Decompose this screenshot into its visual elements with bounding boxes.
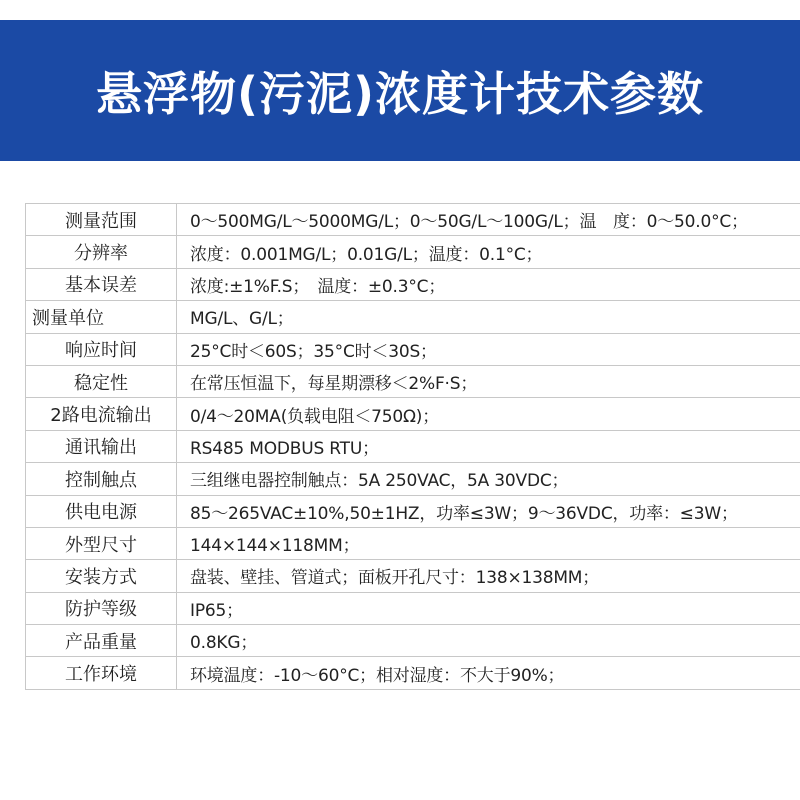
- spec-value: 0～500MG/L～5000MG/L；0～50G/L～100G/L；温 度：0～50.0°C；: [177, 204, 800, 236]
- table-row: [26, 463, 800, 495]
- spec-value: 三组继电器控制触点：5A 250VAC，5A 30VDC；: [177, 463, 800, 495]
- spec-value: 144×144×118MM；: [177, 527, 800, 559]
- spec-label: 2路电流输出: [26, 398, 177, 430]
- table-row: [26, 625, 800, 657]
- spec-value: 0.8KG；: [177, 625, 800, 657]
- title-banner: [0, 20, 800, 161]
- spec-value: 盘装、壁挂、管道式；面板开孔尺寸：138×138MM；: [177, 560, 800, 592]
- table-row: [26, 333, 800, 365]
- spec-label: 测量范围: [26, 204, 177, 236]
- spec-label: 通讯输出: [26, 430, 177, 462]
- table-row: [26, 268, 800, 300]
- spec-value: 浓度：0.001MG/L；0.01G/L；温度：0.1°C；: [177, 236, 800, 268]
- spec-value: 浓度:±1%F.S； 温度：±0.3°C；: [177, 268, 800, 300]
- table-row: [26, 204, 800, 236]
- spec-label: 稳定性: [26, 365, 177, 397]
- spec-label: 产品重量: [26, 625, 177, 657]
- table-row: [26, 495, 800, 527]
- spec-label: 基本误差: [26, 268, 177, 300]
- table-row: [26, 301, 800, 333]
- page-title: 悬浮物(污泥)浓度计技术参数: [95, 66, 705, 121]
- spec-table: [25, 203, 800, 690]
- table-row: [26, 527, 800, 559]
- table-row: [26, 430, 800, 462]
- table-row: [26, 592, 800, 624]
- spec-label: 分辨率: [26, 236, 177, 268]
- table-row: [26, 398, 800, 430]
- spec-value: 环境温度：-10～60°C；相对湿度：不大于90%；: [177, 657, 800, 689]
- table-row: [26, 657, 800, 689]
- spec-label: 控制触点: [26, 463, 177, 495]
- spec-label: 测量单位: [26, 301, 177, 333]
- spec-label: 外型尺寸: [26, 527, 177, 559]
- spec-label: 响应时间: [26, 333, 177, 365]
- spec-value: 0/4～20MA(负载电阻＜750Ω)；: [177, 398, 800, 430]
- spec-value: IP65；: [177, 592, 800, 624]
- spec-value: 85～265VAC±10%,50±1HZ，功率≤3W；9～36VDC，功率：≤3W；: [177, 495, 800, 527]
- spec-label: 安装方式: [26, 560, 177, 592]
- spec-value: RS485 MODBUS RTU；: [177, 430, 800, 462]
- spec-label: 防护等级: [26, 592, 177, 624]
- table-row: [26, 365, 800, 397]
- spec-value: 25°C时＜60S；35°C时＜30S；: [177, 333, 800, 365]
- spec-value: 在常压恒温下，每星期漂移＜2%F·S；: [177, 365, 800, 397]
- spec-label: 工作环境: [26, 657, 177, 689]
- table-row: [26, 236, 800, 268]
- spec-label: 供电电源: [26, 495, 177, 527]
- table-row: [26, 560, 800, 592]
- spec-value: MG/L、G/L；: [177, 301, 800, 333]
